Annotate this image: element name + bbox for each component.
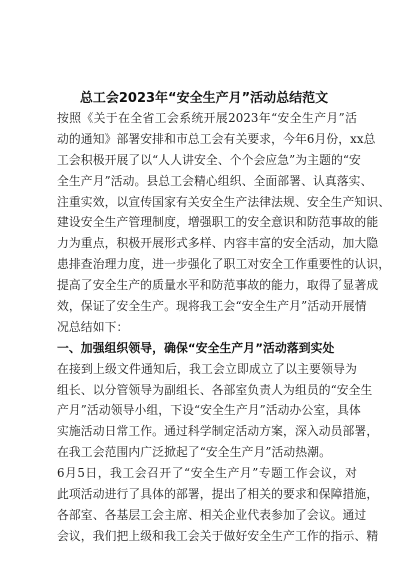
paragraph-line: 动的通知》部署安排和市总工会有关要求，今年6月份，xx总 (57, 131, 376, 146)
paragraph-line: 此项活动进行了具体的部署，提出了相关的要求和保障措施， (57, 487, 379, 502)
paragraph-line: 组长、以分管领导为副组长、各部室负责人为组员的“安全生 (57, 382, 373, 397)
paragraph-line: 提高了安全生产的质量水平和防范事故的能力，取得了显著成 (57, 278, 379, 293)
paragraph-line: 6月5日，我工会召开了“安全生产月”专题工作会议，对 (57, 466, 357, 481)
paragraph-line: 在接到上级文件通知后，我工会立即成立了以主要领导为 (57, 361, 357, 376)
paragraph-line: 注重实效，以宣传国家有关安全生产法律法规、安全生产知识、 (57, 194, 391, 209)
paragraph-line: 力为重点，积极开展形式多样、内容丰富的安全活动，加大隐 (57, 236, 379, 251)
paragraph-line: 患排查治理力度，进一步强化了职工对安全工作重要性的认识， (57, 257, 391, 272)
paragraph-line: 会议，我们把上级和我工会关于做好安全生产工作的指示、精 (57, 528, 379, 543)
paragraph-line: 按照《关于在全省工会系统开展2023年“安全生产月”活 (57, 111, 357, 125)
paragraph-line: 效，保证了安全生产。现将我工会“安全生产月”活动开展情 (57, 299, 367, 314)
paragraph-line: 实施活动日常工作。通过科学制定活动方案，深入动员部署， (57, 424, 379, 439)
paragraph-line: 在我工会范围内广泛掀起了“安全生产月”活动热潮。 (57, 445, 331, 460)
paragraph-line: 建设安全生产管理制度，增强职工的安全意识和防范事故的能 (57, 215, 379, 230)
paragraph-line: 全生产月”活动。县总工会精心组织、全面部署、认真落实、 (57, 173, 373, 188)
document-title: 总工会2023年“安全生产月”活动总结范文 (79, 91, 329, 106)
paragraph-line: 工会积极开展了以“人人讲安全、个个会应急”为主题的“安 (57, 152, 361, 167)
paragraph-line: 各部室、各基层工会主席、相关企业代表参加了会议。通过 (57, 507, 367, 522)
document-body (57, 108, 391, 547)
section-heading: 一、加强组织领导，确保“安全生产月”活动落到实处 (57, 340, 335, 355)
paragraph-line: 产月”活动领导小组，下设“安全生产月”活动办公室，具体 (57, 403, 361, 418)
paragraph-line: 况总结如下： (57, 319, 129, 334)
